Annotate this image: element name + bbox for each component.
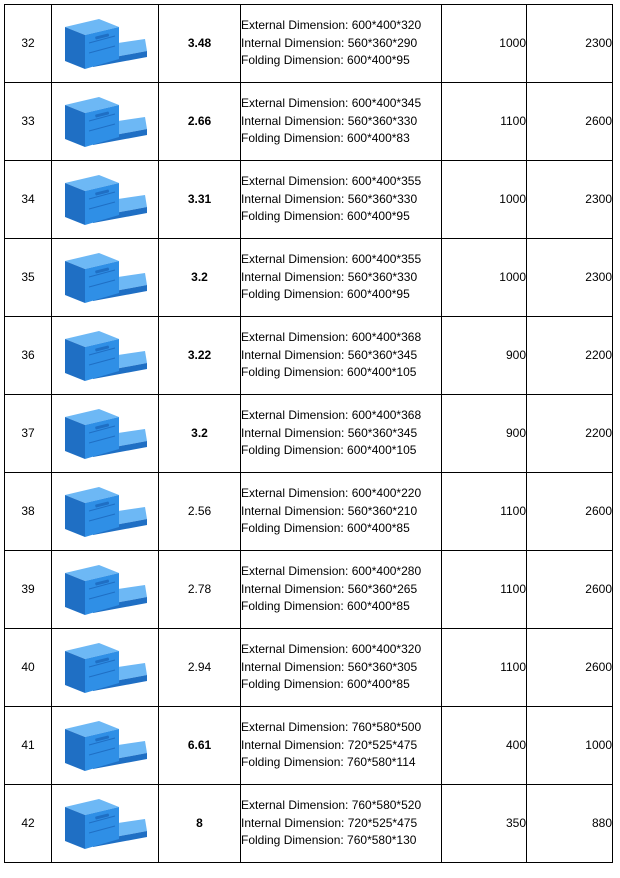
dimensions-cell [241, 5, 442, 83]
external-dimension: External Dimension: 600*400*355 [241, 174, 422, 189]
folding-dimension: Folding Dimension: 600*400*85 [241, 677, 410, 692]
quantity-2: 2600 [527, 629, 613, 707]
folding-crate-icon [61, 13, 149, 75]
folding-crate-icon [61, 403, 149, 465]
product-image [52, 5, 159, 83]
quantity-2: 2300 [527, 239, 613, 317]
internal-dimension: Internal Dimension: 560*360*210 [241, 503, 418, 518]
folding-dimension: Folding Dimension: 760*580*130 [241, 833, 417, 848]
external-dimension: External Dimension: 600*400*355 [241, 252, 422, 267]
dimensions-cell [241, 473, 442, 551]
product-image [52, 317, 159, 395]
folding-crate-icon [61, 637, 149, 699]
folding-crate-icon [61, 793, 149, 855]
weight-kg: 3.2 [159, 395, 241, 473]
internal-dimension: Internal Dimension: 560*360*330 [241, 113, 418, 128]
internal-dimension: Internal Dimension: 720*525*475 [241, 737, 418, 752]
quantity-2: 2200 [527, 395, 613, 473]
weight-kg: 3.31 [159, 161, 241, 239]
internal-dimension: Internal Dimension: 560*360*330 [241, 269, 418, 284]
table-row [5, 239, 613, 317]
item-number: 37 [5, 395, 52, 473]
item-number: 38 [5, 473, 52, 551]
product-image [52, 707, 159, 785]
folding-crate-icon [61, 91, 149, 153]
external-dimension: External Dimension: 600*400*280 [241, 564, 422, 579]
product-image [52, 551, 159, 629]
item-number: 36 [5, 317, 52, 395]
folding-crate-icon [61, 481, 149, 543]
quantity-1: 1100 [442, 629, 527, 707]
dimensions-cell [241, 551, 442, 629]
table-body [5, 5, 613, 863]
folding-dimension: Folding Dimension: 600*400*95 [241, 53, 410, 68]
table-row [5, 161, 613, 239]
item-number: 41 [5, 707, 52, 785]
folding-dimension: Folding Dimension: 600*400*95 [241, 209, 410, 224]
internal-dimension: Internal Dimension: 560*360*345 [241, 347, 418, 362]
item-number: 32 [5, 5, 52, 83]
internal-dimension: Internal Dimension: 560*360*290 [241, 35, 418, 50]
external-dimension: External Dimension: 600*400*368 [241, 330, 422, 345]
table-row [5, 317, 613, 395]
quantity-1: 1000 [442, 161, 527, 239]
folding-dimension: Folding Dimension: 760*580*114 [241, 755, 416, 770]
item-number: 35 [5, 239, 52, 317]
item-number: 40 [5, 629, 52, 707]
external-dimension: External Dimension: 600*400*320 [241, 18, 422, 33]
dimensions-cell [241, 707, 442, 785]
external-dimension: External Dimension: 600*400*220 [241, 486, 422, 501]
dimensions-cell [241, 395, 442, 473]
dimensions-cell [241, 629, 442, 707]
folding-crate-icon [61, 247, 149, 309]
folding-dimension: Folding Dimension: 600*400*105 [241, 365, 417, 380]
quantity-1: 1000 [442, 239, 527, 317]
dimensions-cell [241, 161, 442, 239]
quantity-2: 1000 [527, 707, 613, 785]
table-row [5, 395, 613, 473]
internal-dimension: Internal Dimension: 560*360*265 [241, 581, 418, 596]
weight-kg: 2.56 [159, 473, 241, 551]
folding-crate-icon [61, 559, 149, 621]
table-row [5, 629, 613, 707]
external-dimension: External Dimension: 600*400*345 [241, 96, 422, 111]
quantity-2: 880 [527, 785, 613, 863]
external-dimension: External Dimension: 600*400*320 [241, 642, 422, 657]
quantity-2: 2600 [527, 473, 613, 551]
product-image [52, 161, 159, 239]
table-row [5, 707, 613, 785]
table-row [5, 5, 613, 83]
product-image [52, 473, 159, 551]
internal-dimension: Internal Dimension: 560*360*305 [241, 659, 418, 674]
quantity-1: 900 [442, 317, 527, 395]
dimensions-cell [241, 239, 442, 317]
item-number: 33 [5, 83, 52, 161]
product-image [52, 239, 159, 317]
product-image [52, 395, 159, 473]
weight-kg: 6.61 [159, 707, 241, 785]
weight-kg: 3.48 [159, 5, 241, 83]
dimensions-cell [241, 317, 442, 395]
folding-dimension: Folding Dimension: 600*400*85 [241, 521, 410, 536]
weight-kg: 3.22 [159, 317, 241, 395]
quantity-1: 1100 [442, 83, 527, 161]
quantity-2: 2200 [527, 317, 613, 395]
table-row [5, 83, 613, 161]
weight-kg: 2.94 [159, 629, 241, 707]
dimensions-cell [241, 83, 442, 161]
internal-dimension: Internal Dimension: 560*360*345 [241, 425, 418, 440]
quantity-2: 2600 [527, 83, 613, 161]
table-row [5, 551, 613, 629]
folding-dimension: Folding Dimension: 600*400*83 [241, 131, 410, 146]
folding-dimension: Folding Dimension: 600*400*105 [241, 443, 417, 458]
quantity-1: 900 [442, 395, 527, 473]
quantity-1: 400 [442, 707, 527, 785]
quantity-1: 350 [442, 785, 527, 863]
item-number: 39 [5, 551, 52, 629]
external-dimension: External Dimension: 760*580*500 [241, 720, 422, 735]
quantity-2: 2600 [527, 551, 613, 629]
quantity-1: 1000 [442, 5, 527, 83]
internal-dimension: Internal Dimension: 560*360*330 [241, 191, 418, 206]
item-number: 34 [5, 161, 52, 239]
external-dimension: External Dimension: 760*580*520 [241, 798, 422, 813]
folding-crate-icon [61, 715, 149, 777]
folding-crate-icon [61, 325, 149, 387]
table-row [5, 785, 613, 863]
product-image [52, 629, 159, 707]
product-image [52, 83, 159, 161]
weight-kg: 8 [159, 785, 241, 863]
weight-kg: 2.78 [159, 551, 241, 629]
item-number: 42 [5, 785, 52, 863]
external-dimension: External Dimension: 600*400*368 [241, 408, 422, 423]
quantity-2: 2300 [527, 5, 613, 83]
folding-dimension: Folding Dimension: 600*400*95 [241, 287, 410, 302]
quantity-2: 2300 [527, 161, 613, 239]
product-spec-table [4, 4, 613, 863]
weight-kg: 3.2 [159, 239, 241, 317]
table-row [5, 473, 613, 551]
folding-dimension: Folding Dimension: 600*400*85 [241, 599, 410, 614]
quantity-1: 1100 [442, 551, 527, 629]
weight-kg: 2.66 [159, 83, 241, 161]
internal-dimension: Internal Dimension: 720*525*475 [241, 815, 418, 830]
product-image [52, 785, 159, 863]
quantity-1: 1100 [442, 473, 527, 551]
folding-crate-icon [61, 169, 149, 231]
dimensions-cell [241, 785, 442, 863]
